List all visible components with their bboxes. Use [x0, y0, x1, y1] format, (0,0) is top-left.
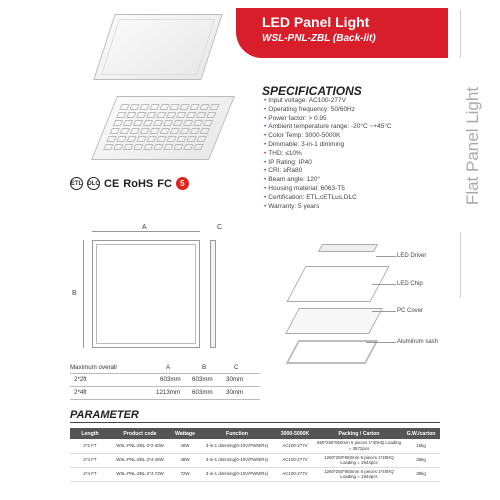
- grid-cell: [180, 128, 190, 134]
- grid-cell: [163, 120, 173, 126]
- grid-cell: [200, 128, 210, 134]
- grid-cell: [183, 120, 193, 126]
- parameter-header-row: Length Product code Wattage Function 3000-5000K Packing / Carton G.W./carton: [70, 428, 440, 439]
- grid-cell: [143, 144, 153, 150]
- leader-line: [372, 284, 396, 285]
- part-label-led-chip: LED Chip: [397, 281, 423, 287]
- part-label-aluminum-sash: Aluminum sash: [397, 339, 439, 345]
- side-divider-bottom: [460, 232, 461, 298]
- grid-cell: [179, 104, 189, 110]
- grid-cell: [116, 112, 126, 118]
- grid-cell: [126, 112, 136, 118]
- grid-cell: [196, 112, 206, 118]
- dimension-b-line: [83, 240, 84, 348]
- table-row: 2*2 FT WSL-PNL-ZBL-2*2-40W 40W 3-in-1 dimming(0-10V/PWM/Rx) AC100-277V 650*250*650mm 6 pieces 1*40HQ Loading = 3672pcs 15kg: [70, 439, 440, 453]
- table-row: 2*4 FT WSL-PNL-ZBL-2*4-48W 48W 3-in-1 dimming(0-10V/PWM/Rx) AC100-277V 1260*250*650mm 6 pieces 1*40HQ Loading = 1944pcs 36kg: [70, 453, 440, 467]
- grid-cell: [113, 120, 123, 126]
- product-image-front-frame: [101, 19, 215, 75]
- grid-cell: [113, 144, 123, 150]
- spec-item: • CRI: ≥Ra80: [264, 167, 392, 176]
- grid-cell: [153, 144, 163, 150]
- dimension-a-line: [92, 231, 200, 232]
- grid-cell: [130, 128, 140, 134]
- grid-cell: [140, 128, 150, 134]
- grid-cell: [209, 104, 219, 110]
- grid-cell: [146, 136, 156, 142]
- grid-cell: [116, 136, 126, 142]
- grid-cell: [126, 136, 136, 142]
- table-row: 2*4 FT WSL-PNL-ZBL-2*4-72W 72W 3-in-1 dimming(0-10V/PWM/Rx) AC100-277V 1260*250*650mm 6 pieces 1*40HQ Loading = 1944pcs 38kg: [70, 467, 440, 481]
- side-divider-top: [460, 10, 461, 58]
- fc-logo: FC: [157, 177, 172, 190]
- grid-cell: [199, 104, 209, 110]
- rohs-logo: RoHS: [123, 177, 154, 190]
- grid-cell: [160, 128, 170, 134]
- grid-cell: [150, 128, 160, 134]
- grid-cell: [143, 120, 153, 126]
- max-overall-row: 2*2ft 603mm 603mm 30mm: [74, 376, 244, 383]
- grid-cell: [193, 120, 203, 126]
- exploded-led-driver: [318, 244, 378, 252]
- spec-item: • Input voltage: AC100-277V: [264, 97, 392, 106]
- page-title: LED Panel Light: [262, 14, 370, 30]
- grid-cell: [136, 112, 146, 118]
- dimension-c-label: C: [217, 224, 223, 231]
- dimension-b-label: B: [72, 290, 77, 297]
- grid-cell: [163, 144, 173, 150]
- grid-cell: [119, 104, 129, 110]
- parameter-rule: [70, 422, 440, 423]
- grid-cell: [136, 136, 146, 142]
- grid-cell: [183, 144, 193, 150]
- grid-cell: [123, 120, 133, 126]
- parameter-heading: PARAMETER: [70, 409, 139, 421]
- grid-cell: [186, 136, 196, 142]
- grid-cell: [189, 104, 199, 110]
- spec-item: • Beam angle: 120°: [264, 176, 392, 185]
- spec-item: • Operating frequency: 50/60Hz: [264, 106, 392, 115]
- grid-cell: [196, 136, 206, 142]
- dimension-drawing-inner: [96, 244, 196, 344]
- grid-cell: [206, 112, 216, 118]
- grid-cell: [186, 112, 196, 118]
- warranty-5-logo: 5: [176, 177, 189, 190]
- dlc-logo: DLC: [87, 177, 100, 190]
- spec-item: • Ambient temperature range: -20°C ~+45°C: [264, 123, 392, 132]
- leader-line: [376, 256, 396, 257]
- specifications-heading: SPECIFICATIONS: [262, 84, 362, 98]
- spec-item: • Color Temp: 3000-5000K: [264, 132, 392, 141]
- ce-logo: CE: [104, 177, 120, 190]
- spec-item: • IP Rating: IP40: [264, 159, 392, 168]
- grid-cell: [169, 104, 179, 110]
- grid-cell: [156, 136, 166, 142]
- grid-cell: [123, 144, 133, 150]
- grid-cell: [173, 120, 183, 126]
- spec-item: • THD: ≤10%: [264, 150, 392, 159]
- leader-line: [366, 342, 396, 343]
- grid-cell: [149, 104, 159, 110]
- table-rule: [70, 399, 260, 400]
- certification-logos: [70, 177, 189, 190]
- grid-cell: [153, 120, 163, 126]
- grid-cell: [133, 144, 143, 150]
- spec-item: • Housing material: 6063-T5: [264, 185, 392, 194]
- spec-item: • Warranty: 5 years: [264, 203, 392, 212]
- etl-logo: ETL: [70, 177, 83, 190]
- grid-cell: [166, 136, 176, 142]
- dimension-drawing-side: [210, 240, 216, 348]
- grid-cell: [146, 112, 156, 118]
- grid-cell: [120, 128, 130, 134]
- grid-cell: [166, 112, 176, 118]
- grid-cell: [176, 136, 186, 142]
- dimension-a-label: A: [142, 224, 147, 231]
- grid-cell: [190, 128, 200, 134]
- spec-item: • Dimmable: 3-in-1 dimming: [264, 141, 392, 150]
- grid-cell: [133, 120, 143, 126]
- product-back-grid: [102, 104, 225, 152]
- max-overall-row: 2*4ft 1213mm 603mm 30mm: [74, 389, 244, 396]
- specifications-list: [264, 97, 392, 211]
- model-subtitle: WSL-PNL-ZBL (Back-lit): [262, 33, 376, 44]
- grid-cell: [193, 144, 203, 150]
- part-label-pc-cover: PC Cover: [397, 308, 424, 314]
- grid-cell: [173, 144, 183, 150]
- grid-cell: [203, 120, 213, 126]
- grid-cell: [176, 112, 186, 118]
- parameter-table: [70, 428, 440, 482]
- grid-cell: [170, 128, 180, 134]
- leader-line: [372, 311, 396, 312]
- max-overall-header: Maximum overall A B C: [70, 364, 239, 371]
- exploded-aluminum-sash: [286, 340, 379, 364]
- part-label-led-driver: LED Driver: [397, 253, 427, 259]
- spec-item: • Power factor: > 0.95: [264, 115, 392, 124]
- grid-cell: [106, 136, 116, 142]
- grid-cell: [129, 104, 139, 110]
- exploded-pc-cover: [285, 308, 383, 334]
- grid-cell: [156, 112, 166, 118]
- side-category-label: Flat Panel Light: [463, 86, 483, 206]
- grid-cell: [139, 104, 149, 110]
- spec-item: • Certification: ETL,cETLus,DLC: [264, 194, 392, 203]
- grid-cell: [110, 128, 120, 134]
- grid-cell: [159, 104, 169, 110]
- grid-cell: [103, 144, 113, 150]
